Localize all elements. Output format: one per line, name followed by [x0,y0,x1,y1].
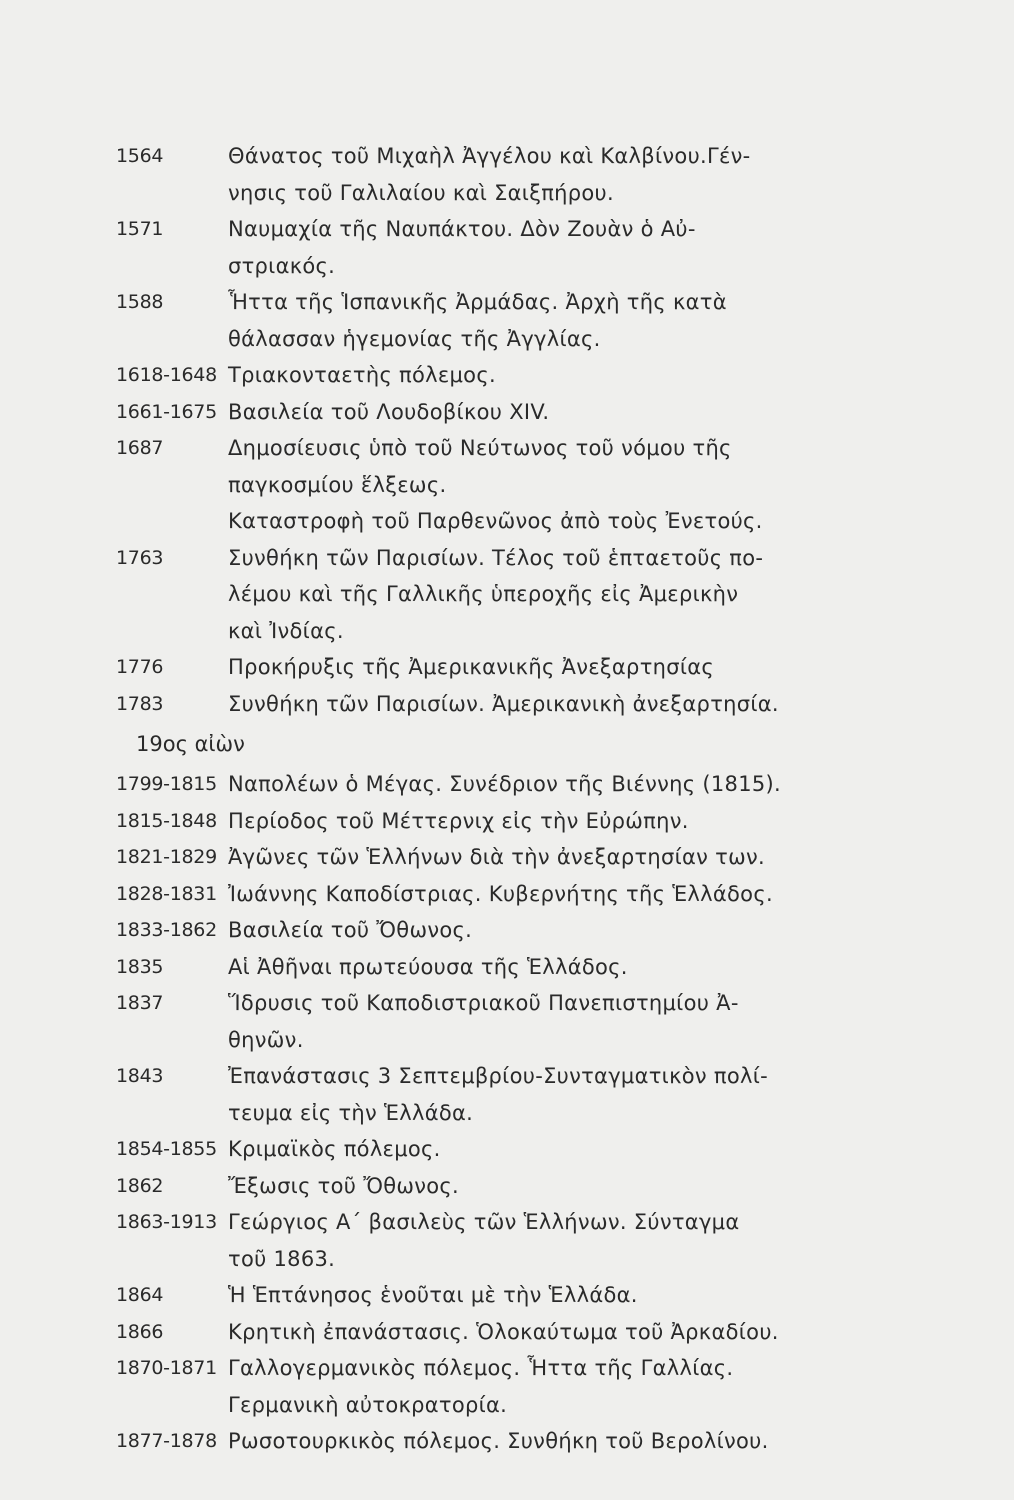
entry-year [116,503,228,540]
entry-line: Γεώργιος Α΄ βασιλεὺς τῶν Ἑλλήνων. Σύνταγμα [228,1210,740,1234]
entry-line: Ἧττα τῆς Ἱσπανικῆς Ἀρμάδας. Ἀρχὴ τῆς κατὰ [228,290,727,314]
timeline-entry [116,949,906,986]
entry-line: Δημοσίευσις ὑπὸ τοῦ Νεύτωνος τοῦ νόμου τῆς [228,436,732,460]
entry-text [228,1423,906,1460]
entry-text [228,649,906,686]
entry-text [228,985,906,1058]
entry-text [228,803,906,840]
entry-year: 1564 [116,145,164,167]
entry-text [228,1314,906,1351]
entry-line: Ἔξωσις τοῦ Ὄθωνος. [228,1173,460,1198]
entry-year: 1618-1648 [116,364,217,386]
timeline-entry [116,1168,906,1205]
timeline-entry [116,357,906,394]
entry-line: Καταστροφὴ τοῦ Παρθενῶνος ἀπὸ τοὺς Ἐνετούς. [228,509,763,533]
timeline-entry [116,876,906,913]
section-heading: 19ος αἰὼν [136,732,245,756]
entry-line: Βασιλεία τοῦ Ὄθωνος. [228,918,473,942]
entry-year: 1835 [116,955,164,978]
entry-year: 1821-1829 [116,846,217,868]
timeline-entry [116,985,906,1058]
entry-line: Ἡ Ἑπτάνησος ἑνοῦται μὲ τὴν Ἑλλάδα. [228,1283,638,1307]
entry-year: 1877-1878 [116,1430,217,1452]
timeline-entry [116,1277,906,1314]
entry-line: Ἰωάννης Καποδίστριας. Κυβερνήτης τῆς Ἑλλάδος. [228,881,773,906]
entry-text [228,949,906,986]
entry-year: 1763 [116,546,164,569]
entry-year: 1588 [116,291,164,313]
timeline-entry [116,138,906,211]
entry-year: 1862 [116,1174,164,1197]
entry-line: τευμα εἰς τὴν Ἑλλάδα. [228,1100,474,1125]
entry-text [228,211,906,284]
entry-text [228,540,906,650]
entry-line: Συνθήκη τῶν Παρισίων. Ἀμερικανικὴ ἀνεξαρτησία. [228,691,779,716]
entry-year: 1815-1848 [116,809,217,832]
entry-year: 1571 [116,218,164,240]
entry-text [228,839,906,876]
entry-text [228,430,906,503]
entry-year: 1799-1815 [116,773,217,795]
entry-line: Θάνατος τοῦ Μιχαὴλ Ἀγγέλου καὶ Καλβίνου.Γέν- [228,144,751,168]
entry-text [228,1277,906,1314]
entry-text [228,357,906,394]
entry-line: Ἀγῶνες τῶν Ἑλλήνων διὰ τὴν ἀνεξαρτησίαν των. [228,845,765,869]
entry-text [228,1058,906,1131]
entry-text [228,766,906,803]
entry-line: Κρητικὴ ἐπανάστασις. Ὁλοκαύτωμα τοῦ Ἀρκαδίου. [228,1319,779,1344]
entry-line: Προκήρυξις τῆς Ἀμερικανικῆς Ἀνεξαρτησίας [228,655,715,679]
entry-line: Ἐπανάστασις 3 Σεπτεμβρίου-Συνταγματικὸν πολί- [228,1064,769,1088]
timeline-entry [116,766,906,803]
timeline-entry [116,211,906,284]
entry-year: 1687 [116,437,164,459]
entry-line: καὶ Ἰνδίας. [228,618,344,643]
entry-year: 1866 [116,1320,164,1343]
timeline-entry [116,1350,906,1423]
entry-line: θηνῶν. [228,1027,304,1052]
timeline-entry [116,430,906,503]
entry-year: 1828-1831 [116,882,217,905]
entry-year: 1863-1913 [116,1211,217,1233]
entry-line: Τριακονταετὴς πόλεμος. [228,363,496,387]
timeline-entry [116,540,906,650]
entry-text [228,1168,906,1205]
timeline-entry [116,1423,906,1460]
entry-line: Περίοδος τοῦ Μέττερνιχ εἰς τὴν Εὐρώπην. [228,808,689,833]
entry-text [228,503,906,540]
entry-text [228,876,906,913]
entry-text [228,912,906,949]
timeline-entry [116,803,906,840]
entry-line: Ναπολέων ὁ Μέγας. Συνέδριον τῆς Βιέννης (1815). [228,772,781,796]
entry-line: Συνθήκη τῶν Παρισίων. Τέλος τοῦ ἑπταετοῦς πο- [228,545,764,570]
entry-year: 1870-1871 [116,1357,217,1379]
entry-year: 1843 [116,1065,164,1087]
entry-line: Γαλλογερμανικὸς πόλεμος. Ἧττα τῆς Γαλλίας. [228,1356,734,1380]
timeline-entry [116,1314,906,1351]
entry-line: Αἱ Ἀθῆναι πρωτεύουσα τῆς Ἑλλάδος. [228,954,628,979]
timeline-entry [116,912,906,949]
entry-line: Ἵδρυσις τοῦ Καποδιστριακοῦ Πανεπιστημίου Ἀ- [228,991,739,1015]
entry-line: Βασιλεία τοῦ Λουδοβίκου XIV. [228,399,550,424]
entry-line: παγκοσμίου ἕλξεως. [228,472,447,497]
entry-text [228,1350,906,1423]
timeline-entry [116,1058,906,1131]
timeline-entry [116,394,906,431]
timeline-entry [116,284,906,357]
entry-year: 1833-1862 [116,919,217,941]
entry-year: 1776 [116,656,164,678]
timeline-entry [116,686,906,723]
chronology-list [116,138,906,1460]
entries-after [116,766,906,1460]
entry-line: Γερμανικὴ αὐτοκρατορία. [228,1392,508,1417]
entry-year: 1783 [116,692,164,715]
entry-year: 1837 [116,992,164,1014]
entry-text [228,686,906,723]
entry-line: στριακός. [228,253,336,278]
entry-line: νησις τοῦ Γαλιλαίου καὶ Σαιξπήρου. [228,180,614,205]
timeline-entry [116,503,906,540]
entry-text [228,1131,906,1168]
entry-year: 1661-1675 [116,400,217,423]
entry-line: Ναυμαχία τῆς Ναυπάκτου. Δὸν Ζουὰν ὁ Αὐ- [228,217,696,241]
timeline-entry [116,649,906,686]
timeline-entry [116,1204,906,1277]
entry-line: Κριμαϊκὸς πόλεμος. [228,1137,441,1161]
entry-line: τοῦ 1863. [228,1246,336,1271]
entry-year: 1854-1855 [116,1138,217,1160]
entry-line: λέμου καὶ τῆς Γαλλικῆς ὑπεροχῆς εἰς Ἀμερικὴν [228,582,739,606]
entry-text [228,284,906,357]
entry-text [228,394,906,431]
timeline-entry [116,839,906,876]
entry-year: 1864 [116,1284,164,1306]
entry-line: θάλασσαν ἡγεμονίας τῆς Ἀγγλίας. [228,326,601,351]
timeline-entry [116,1131,906,1168]
entry-text [228,1204,906,1277]
entry-line: Ρωσοτουρκικὸς πόλεμος. Συνθήκη τοῦ Βερολίνου. [228,1429,769,1453]
entries-before [116,138,906,722]
entry-text [228,138,906,211]
